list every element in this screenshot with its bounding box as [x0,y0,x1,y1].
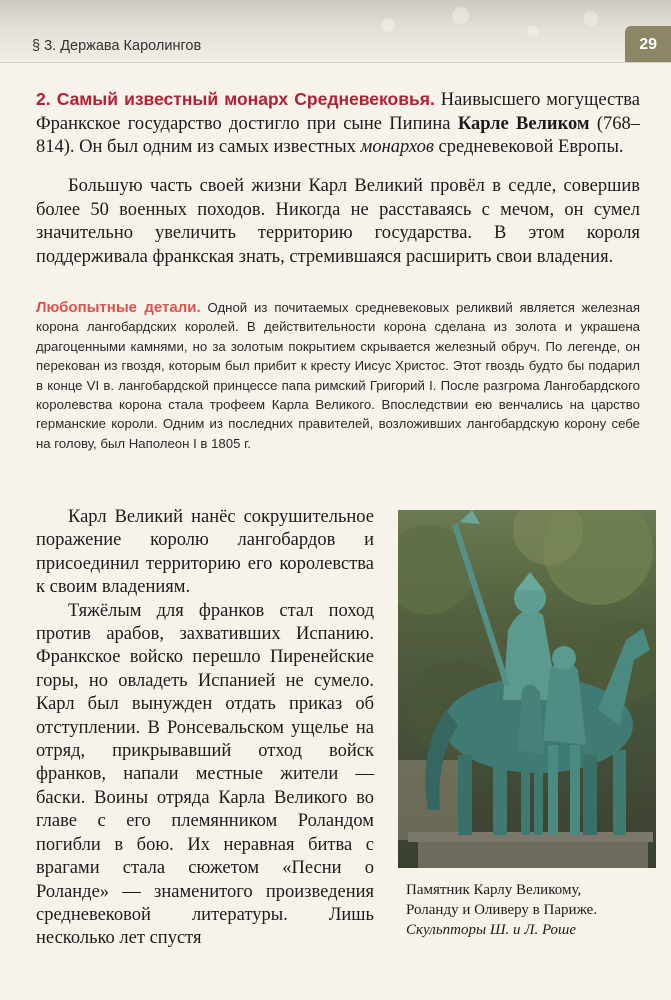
column-paragraph-1: Карл Великий нанёс сокрушительное поражение королю лангобардов и присоединил территорию его королевства к своим владениям. [36,507,374,598]
p1-bold-name: Карле Великом [457,113,590,134]
left-column-text [36,506,374,951]
section-2-paragraph-2: Большую часть своей жизни Карл Великий провёл в седле, совершив более 50 военных походов. Никогда не расставаясь с мечом, он сумел значительно увеличить территорию государства. В этом короля поддерживала франкская знать, стремившаяся расширить свои владения. [36,176,640,267]
caption-sculptors: Скульпторы Ш. и Л. Роше [406,922,577,938]
caption-line-2: Роланду и Оливеру в Париже. [406,902,598,918]
p1-text-c: средневековой Европы. [438,137,624,157]
section-2-heading: 2. Самый известный монарх Средневековья. [36,89,435,109]
p1-italic-term: монархов [360,137,434,157]
statue-illustration [398,510,656,868]
p1-text-b: (768–814). Он был одним из самых известных [36,113,641,157]
statue-photo [398,510,656,868]
curious-details-heading: Любопытные детали. [36,299,201,316]
curious-details-box [36,298,640,453]
section-2-paragraph-1 [36,88,640,160]
column-paragraph-2: Тяжёлым для франков стал поход против арабов, захвативших Испанию. Франкское войско перешло Пиренейские горы, но овладеть Испанией не сумело. Карл был вынужден отдать приказ об отступлении. В Ронсевальском ущелье на отряд, прикрывавший отход войск франков, напали местные жители — баски. Воины отряда Карла Великого во главе с его племянником Роландом погибли в бою. Их неравная битва с врагами стала сюжетом «Песни о Роланде» — знаменитого произведения средневековой литературы. Лишь несколько лет спустя [36,600,374,949]
caption-line-1: Памятник Карлу Великому, [406,882,582,898]
header-ornament [330,0,620,62]
curious-details-text: Одной из почитаемых средневековых реликвий является железная корона лангобардских королей. В действительности корона сделана из золота и украшена драгоценными камнями, но за золотым покрытием скрывается железный обруч. По легенде, он перекован из гвоздя, которым был прибит к кресту Иисус Христос. Этот гвоздь будто бы подарил в конце VI в. лангобардской принцессе папа римский Григорий I. После разгрома Лангобардского королевства корона стала трофеем Карла Великого. Впоследствии ею венчались на царство германские короли. Одним из последних правителей, возложивших лангобардскую корону себе на голову, был Наполеон I в 1805 г. [36,300,640,451]
p1-text-a: Наивысшего могущества Франкское государство достигло при сыне Пипина [36,90,640,134]
section-title: § 3. Держава Каролингов [32,38,202,54]
page-number: 29 [639,36,657,53]
figure-caption [406,880,656,940]
